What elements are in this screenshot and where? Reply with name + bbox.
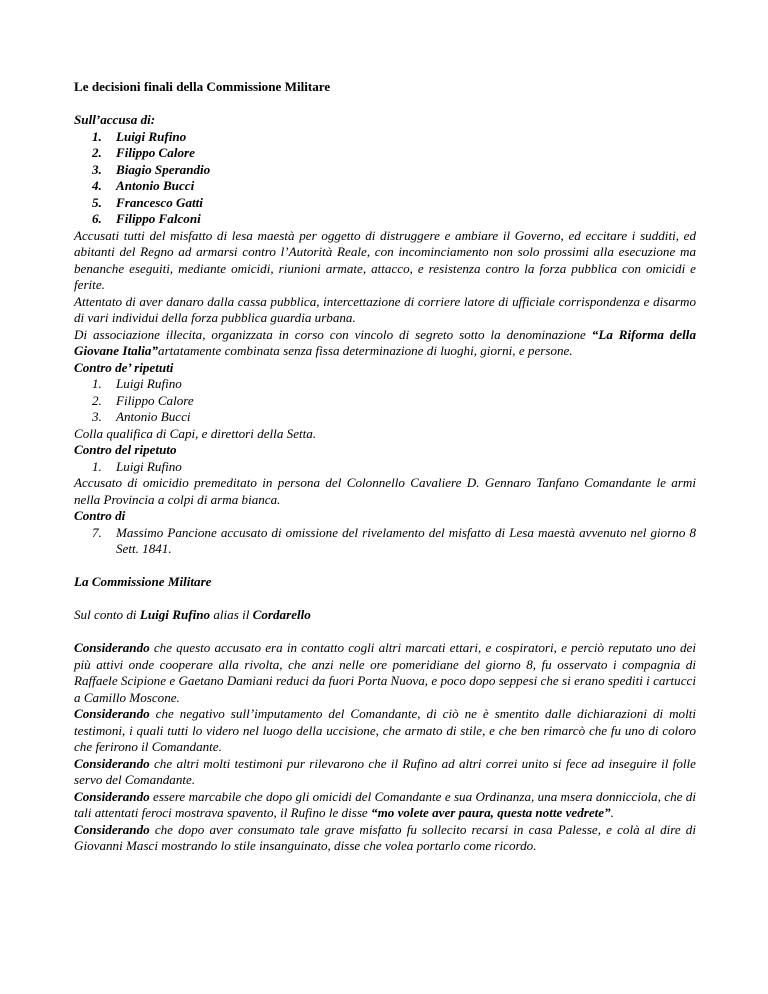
society-name: “La Riforma della Giovane Italia” [74,326,696,358]
list-item [74,145,696,162]
list-item [74,393,696,410]
accused-name: Filippo Calore [116,145,195,160]
considerando-paragraph [74,789,696,822]
spacer [74,96,696,113]
section-heading: Contro del ripetuto [74,442,177,457]
accused-name: Filippo Falconi [116,211,201,226]
sul-conto-text: alias il [210,607,253,622]
leader-name: Luigi Rufino [116,376,182,391]
considerando-paragraph [74,706,696,756]
spacer [74,591,696,608]
list-number: 6. [92,211,102,226]
considerando-paragraph [74,822,696,855]
accused-name: Luigi Rufino [116,128,187,144]
list-number: 3. [92,409,102,424]
leader-name: Filippo Calore [116,392,194,408]
considerando-text: essere marcabile che dopo gli omicidi del Comandante e sua Ordinanza, una msera donnicciola, che di tali attentati feroci mostrava spavento, il Rufino le disse [74,788,696,820]
spacer [74,624,696,641]
considerando-text: che dopo aver consumato tale grave misfatto fu sollecito recarsi in casa Palesse, e colà al dire di Giovanni Masci mostrando lo stile insanguinato, disse che volea portarlo come ricordo. [74,821,696,853]
charge-text: Di associazione illecita, organizzata in corso con vincolo di segreto sotto la denominazione [74,326,592,342]
considerando-text: che questo accusato era in contatto cogli altri marcati ettari, e cospiratori, e perciò reputato uno dei più attivi onde cooperare alla rivolta, che anzi nelle ore pomeridiane del giorno 8, fu osservato i compagnia di Raffaele Scipione e Gaetano Damiani reduci da fuori Porta Nuova, e poco dopo seppesi che si erano spediti i cartucci a Camillo Moscone. [74,640,696,705]
accused-name: Biagio Sperandio [116,161,211,177]
section-heading: Contro de’ ripetuti [74,359,174,375]
leaders-note: Colla qualifica di Capi, e direttori della Setta. [74,425,317,441]
list-number: 5. [92,194,102,210]
list-item [74,129,696,146]
accusa-heading: Sull’accusa di: [74,112,156,127]
list-item [74,376,696,393]
leader-name: Antonio Bucci [116,409,191,424]
charge-text: Massimo Pancione accusato di omissione del rivelamento del misfatto di Lesa maestà avvenuto nel giorno 8 Sett. 1841. [116,524,696,556]
document-page [74,79,696,855]
sul-conto-line [74,607,696,624]
list-number: 2. [92,392,102,408]
list-item [74,178,696,195]
considerando-label: Considerando [74,755,150,771]
section-heading: Contro di [74,508,126,523]
accused-name: Luigi Rufino [116,458,182,474]
list-item [74,162,696,179]
list-number: 1. [92,458,102,474]
charge-text: artatamente combinata senza fissa determinazione di luoghi, giorni, e persone. [158,343,573,358]
considerando-text: . [610,805,614,820]
list-number: 2. [92,145,102,160]
alias-name: Cordarello [252,607,311,622]
considerando-text: che negativo sull’imputamento del Comandante, di ciò ne è smentito dalle dichiarazioni di molti testimoni, i quali tutti lo videro nel luogo della uccisione, che armato di stile, e che ben rimarcò che fu uno di coloro che ferirono il Comandante. [74,706,696,754]
list-number: 1. [92,128,102,144]
accused-name: Antonio Bucci [116,178,195,193]
leaders-list [74,376,696,426]
considerando-paragraph [74,756,696,789]
accused-name: Luigi Rufino [139,607,211,622]
accused-name: Francesco Gatti [116,194,203,210]
considerando-text: che altri molti testimoni pur rilevarono che il Rufino ad altri correi unito si fece ad inseguire il folle servo del Comandante. [74,755,696,787]
charge-paragraph [74,327,696,360]
list-item [74,525,696,558]
list-item [74,211,696,228]
document-title: Le decisioni finali della Commissione Militare [74,79,331,94]
commission-heading: La Commissione Militare [74,574,212,589]
considerando-label: Considerando [74,821,150,837]
considerando-paragraph [74,640,696,706]
list-number: 3. [92,161,102,177]
list-number: 1. [92,376,102,391]
list-item [74,459,696,476]
list-item [74,195,696,212]
considerando-label: Considerando [74,706,150,721]
quote: “mo volete aver paura, questa notte vedrete” [371,805,611,820]
list-item [74,409,696,426]
spacer [74,558,696,575]
considerando-label: Considerando [74,788,150,804]
list-number: 7. [92,524,102,540]
sul-conto-text: Sul conto di [74,607,140,622]
charge-paragraph: Accusati tutti del misfatto di lesa maestà per oggetto di distruggere e ambiare il Governo, ed eccitare i sudditi, ed abitanti del Regno ad armarsi contro l’Autorità Reale, con incominciamento non solo prossimi alla esecuzione ma benanche eseguiti, mediante omicidi, riunioni armate, attacco, e resistenza contro la forza pubblica con omicidi e ferite. [74,227,696,292]
charge-paragraph: Attentato di aver danaro dalla cassa pubblica, intercettazione di corriere latore di ufficiale corrispondenza e disarmo di vari individui della forza pubblica guardia urbana. [74,293,696,325]
charge-paragraph: Accusato di omicidio premeditato in persona del Colonnello Cavaliere D. Gennaro Tanfano Comandante le armi nella Provincia a colpi di arma bianca. [74,475,696,507]
list-number: 4. [92,178,102,193]
accused-list [74,129,696,228]
considerando-label: Considerando [74,640,150,655]
